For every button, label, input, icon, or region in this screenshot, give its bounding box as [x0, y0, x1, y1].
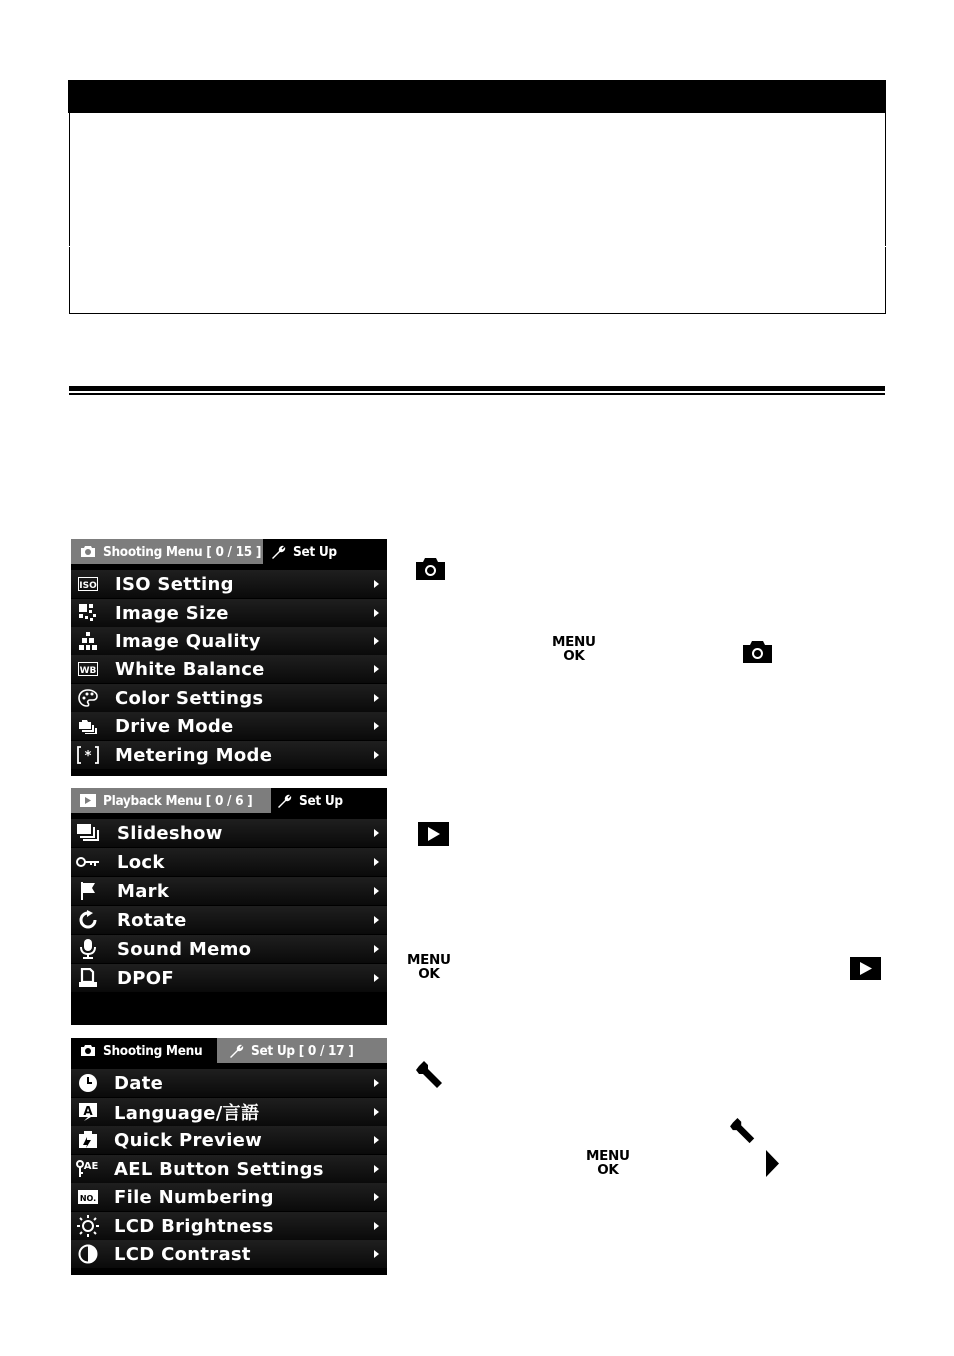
- svg-text:A: A: [83, 1104, 93, 1118]
- menu-item-drive-mode[interactable]: [71, 712, 387, 740]
- tab-set-up[interactable]: [217, 1038, 387, 1063]
- chevron-right-icon: [374, 1136, 379, 1144]
- file-numbering-icon: [76, 1185, 100, 1209]
- image-quality-icon: [76, 629, 100, 653]
- menu-item-label: ISO Setting: [115, 573, 234, 595]
- svg-text:*: *: [84, 749, 92, 764]
- tab-shooting-menu[interactable]: [71, 1038, 217, 1063]
- menu-item-label: Rotate: [117, 909, 187, 931]
- tab-label: Set Up: [299, 792, 343, 809]
- slideshow-icon: [76, 821, 100, 845]
- menu-item-label: DPOF: [117, 967, 174, 989]
- chevron-right-icon: [374, 916, 379, 924]
- printer-icon: [76, 966, 100, 990]
- camera-icon: [79, 1044, 97, 1057]
- tab-label: Set Up: [293, 543, 337, 560]
- menu-ok-button-icon: MENU OK: [407, 952, 451, 982]
- tab-label: Shooting Menu: [103, 1042, 203, 1059]
- menu-item-color-settings[interactable]: [71, 684, 387, 712]
- menu-item-label: Metering Mode: [115, 744, 273, 766]
- tab-shooting-menu[interactable]: [71, 539, 263, 564]
- svg-text:ISO: ISO: [79, 581, 97, 591]
- chevron-right-icon: [374, 829, 379, 837]
- brightness-icon: [76, 1214, 100, 1238]
- clock-icon: [76, 1071, 100, 1095]
- menu-item-label: Lock: [117, 851, 165, 873]
- menu-item-dpof[interactable]: [71, 964, 387, 992]
- tab-label: Shooting Menu [ 0 / 15 ]: [103, 543, 262, 560]
- microphone-icon: [76, 937, 100, 961]
- menu-item-sound-memo[interactable]: [71, 935, 387, 963]
- menu-ok-button-icon: MENU OK: [586, 1148, 630, 1178]
- chevron-right-icon: [374, 751, 379, 759]
- menu-item-label: Language/言語: [114, 1103, 260, 1124]
- chevron-right-icon: [374, 665, 379, 673]
- menu-item-file-numbering[interactable]: [71, 1183, 387, 1211]
- chevron-right-icon: [374, 887, 379, 895]
- tab-set-up[interactable]: [263, 539, 387, 564]
- tab-set-up[interactable]: [271, 788, 387, 813]
- wrench-icon: [269, 544, 287, 560]
- section-rule-thick: [69, 386, 885, 391]
- menu-item-ael-button-settings[interactable]: [71, 1155, 387, 1183]
- image-size-icon: [76, 601, 100, 625]
- play-icon: [79, 794, 97, 807]
- table-header-bar: [68, 80, 886, 113]
- menu-item-label: Color Settings: [115, 687, 264, 709]
- rotate-icon: [76, 908, 100, 932]
- chevron-right-icon: [374, 1108, 379, 1116]
- play-icon: [418, 822, 449, 850]
- menu-item-slideshow[interactable]: [71, 819, 387, 847]
- menu-item-iso-setting[interactable]: [71, 570, 387, 598]
- tab-label: Playback Menu [ 0 / 6 ]: [103, 792, 253, 809]
- chevron-right-icon: [374, 609, 379, 617]
- chevron-right-icon: [374, 1165, 379, 1173]
- menu-item-image-size[interactable]: [71, 599, 387, 627]
- menu-item-label: Image Quality: [115, 630, 261, 652]
- tab-playback-menu[interactable]: [71, 788, 271, 813]
- svg-text:NO.: NO.: [79, 1194, 97, 1203]
- chevron-right-icon: [374, 1250, 379, 1258]
- menu-item-label: White Balance: [115, 658, 265, 680]
- menu-item-label: Mark: [117, 880, 170, 902]
- contrast-icon: [76, 1242, 100, 1266]
- chevron-right-icon: [374, 637, 379, 645]
- key-icon: [76, 850, 100, 874]
- iso-icon: [76, 572, 100, 596]
- menu-item-label: Image Size: [115, 602, 229, 624]
- svg-text:WB: WB: [79, 666, 97, 676]
- chevron-right-icon: [374, 858, 379, 866]
- drive-mode-icon: [76, 714, 100, 738]
- menu-item-quick-preview[interactable]: [71, 1126, 387, 1154]
- menu-item-label: AEL Button Settings: [114, 1158, 324, 1180]
- menu-item-metering-mode[interactable]: [71, 741, 387, 769]
- table-row-gap: [69, 246, 886, 247]
- table-body: [69, 112, 886, 314]
- chevron-right-icon: [374, 974, 379, 982]
- setup-menu-screen: [71, 1038, 387, 1275]
- menu-item-white-balance[interactable]: [71, 655, 387, 683]
- chevron-right-icon: [374, 694, 379, 702]
- ael-icon: [76, 1157, 100, 1181]
- menu-item-date[interactable]: [71, 1069, 387, 1097]
- menu-item-label: Drive Mode: [115, 715, 234, 737]
- section-rule-thin: [69, 393, 885, 395]
- chevron-right-icon: [374, 1193, 379, 1201]
- wrench-icon: [416, 1061, 446, 1093]
- chevron-right-icon: [374, 580, 379, 588]
- menu-item-language[interactable]: [71, 1098, 387, 1126]
- menu-item-lock[interactable]: [71, 848, 387, 876]
- menu-item-label: Sound Memo: [117, 938, 252, 960]
- tab-label: Set Up [ 0 / 17 ]: [251, 1042, 354, 1059]
- menu-ok-button-icon: MENU OK: [552, 634, 596, 664]
- menu-item-mark[interactable]: [71, 877, 387, 905]
- menu-item-label: LCD Contrast: [114, 1243, 251, 1265]
- camera-icon: [742, 640, 773, 668]
- flag-icon: [76, 879, 100, 903]
- playback-menu-screen: [71, 788, 387, 1025]
- play-icon: [850, 957, 881, 984]
- svg-text:AE: AE: [83, 1161, 99, 1172]
- wrench-icon: [730, 1118, 758, 1148]
- quick-preview-icon: [76, 1128, 100, 1152]
- menu-item-label: Date: [114, 1072, 164, 1094]
- camera-icon: [79, 545, 97, 558]
- metering-icon: [76, 743, 100, 767]
- chevron-right-icon: [374, 945, 379, 953]
- arrow-right-icon: [766, 1150, 779, 1181]
- menu-item-label: LCD Brightness: [114, 1215, 274, 1237]
- menu-item-label: Quick Preview: [114, 1129, 263, 1151]
- palette-icon: [76, 686, 100, 710]
- menu-item-rotate[interactable]: [71, 906, 387, 934]
- chevron-right-icon: [374, 1222, 379, 1230]
- menu-item-lcd-contrast[interactable]: [71, 1240, 387, 1268]
- chevron-right-icon: [374, 722, 379, 730]
- wrench-icon: [275, 793, 293, 809]
- language-icon: [76, 1100, 100, 1124]
- wrench-icon: [227, 1043, 245, 1059]
- menu-item-label: Slideshow: [117, 822, 223, 844]
- shooting-menu-screen: [71, 539, 387, 776]
- menu-item-image-quality[interactable]: [71, 627, 387, 655]
- chevron-right-icon: [374, 1079, 379, 1087]
- white-balance-icon: [76, 657, 100, 681]
- camera-icon: [415, 557, 446, 585]
- menu-item-lcd-brightness[interactable]: [71, 1212, 387, 1240]
- menu-item-label: File Numbering: [114, 1186, 274, 1208]
